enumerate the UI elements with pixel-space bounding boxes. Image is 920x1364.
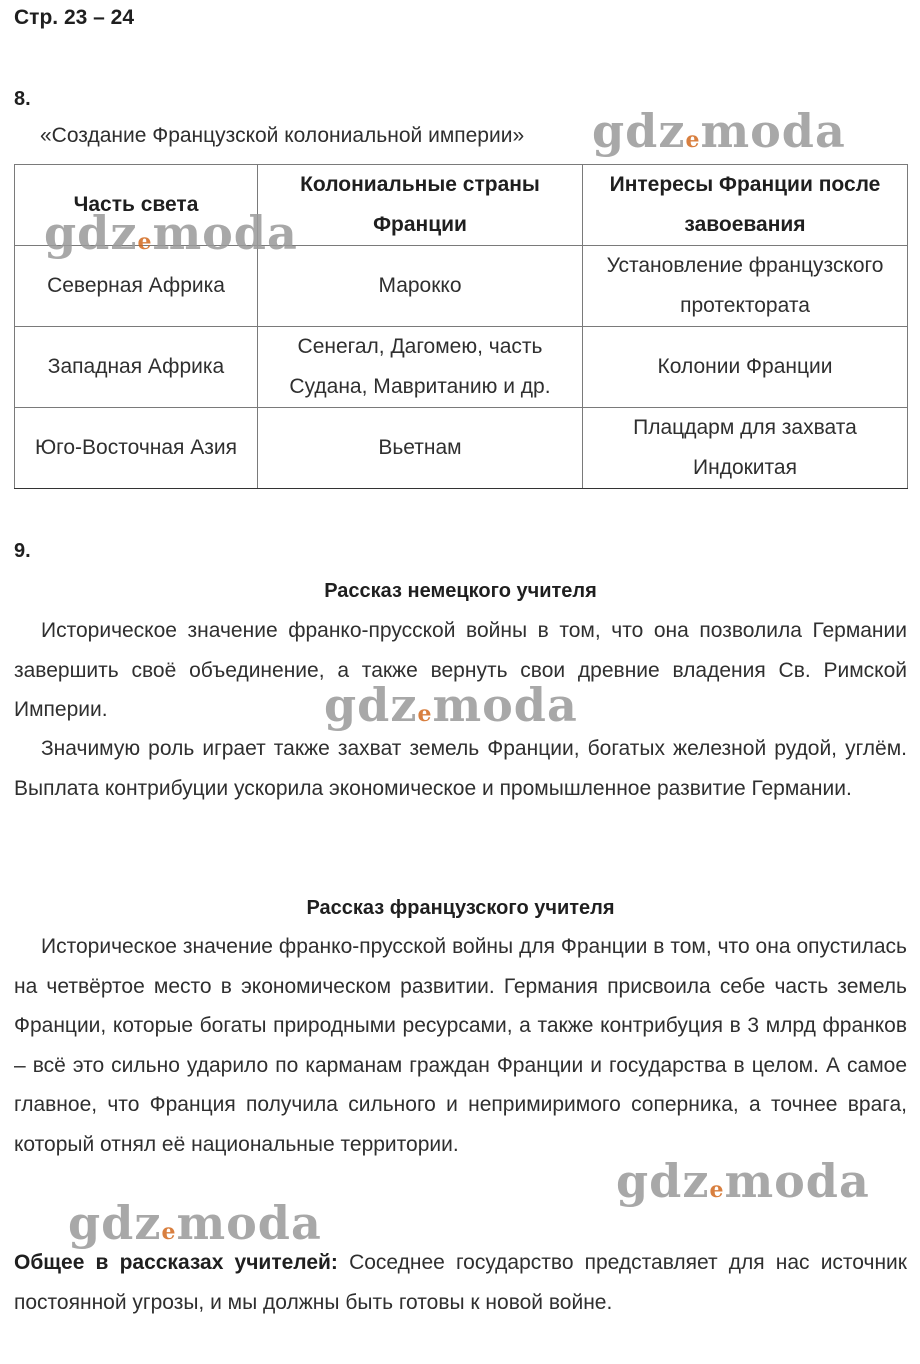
table-row (15, 327, 908, 408)
table-cell: Западная Африка (15, 327, 258, 408)
table-row (15, 408, 908, 489)
watermark-logo: gdzemoda (592, 104, 846, 158)
german-paragraph-1: Историческое значение франко-прусской войны в том, что она позволила Германии завершить своё объединение, а также вернуть свои древние владения Св. Римской Империи. (14, 619, 907, 721)
header-france-interests: Интересы Франции после завоевания (583, 165, 908, 246)
table-caption: «Создание Французской колониальной империи» (40, 124, 525, 147)
header-colonial-countries: Колониальные страны Франции (258, 165, 583, 246)
table-cell: Вьетнам (258, 408, 583, 489)
french-paragraph-1: Историческое значение франко-прусской войны для Франции в том, что она опустилась на четвёртое место в экономическом развитии. Германия присвоила себе часть земель Франции, которые богаты природными ресурсами, а также контрибуция в 3 млрд франков – всё это сильно ударило по карманам граждан Франции и государства в целом. А самое главное, что Франция получила сильного и непримиримого соперника, а точнее врага, который отнял её национальные территории. (14, 935, 907, 1156)
task-9-number: 9. (14, 540, 31, 562)
german-teacher-title: Рассказ немецкого учителя (324, 580, 597, 602)
task-8-number: 8. (14, 88, 31, 110)
table-cell: Марокко (258, 246, 583, 327)
page-range-header: Стр. 23 – 24 (14, 6, 135, 29)
table-cell: Сенегал, Дагомею, часть Судана, Мавританию и др. (258, 327, 583, 408)
table-cell: Колонии Франции (583, 327, 908, 408)
common-label: Общее в рассказах учителей: (14, 1251, 338, 1274)
table-cell: Плацдарм для захвата Индокитая (583, 408, 908, 489)
table-cell: Установление французского протектората (583, 246, 908, 327)
header-part-of-world: Часть света (15, 165, 258, 246)
common-conclusion (14, 1243, 907, 1322)
german-paragraph-2: Значимую роль играет также захват земель Франции, богатых железной рудой, углём. Выплата контрибуции ускорила экономическое и промышленное развитие Германии. (14, 737, 907, 800)
common-text: Соседнее государство представляет для нас источник постоянной угрозы, и мы должны быть готовы к новой войне. (14, 1251, 907, 1314)
watermark-logo: gdzemoda (616, 1154, 870, 1208)
watermark-logo: gdzemoda (44, 206, 298, 260)
table-cell: Юго-Восточная Азия (15, 408, 258, 489)
french-teacher-title: Рассказ французского учителя (306, 897, 615, 919)
watermark-logo: gdzemoda (68, 1196, 322, 1250)
table-cell: Северная Африка (15, 246, 258, 327)
watermark-logo: gdzemoda (324, 678, 578, 732)
